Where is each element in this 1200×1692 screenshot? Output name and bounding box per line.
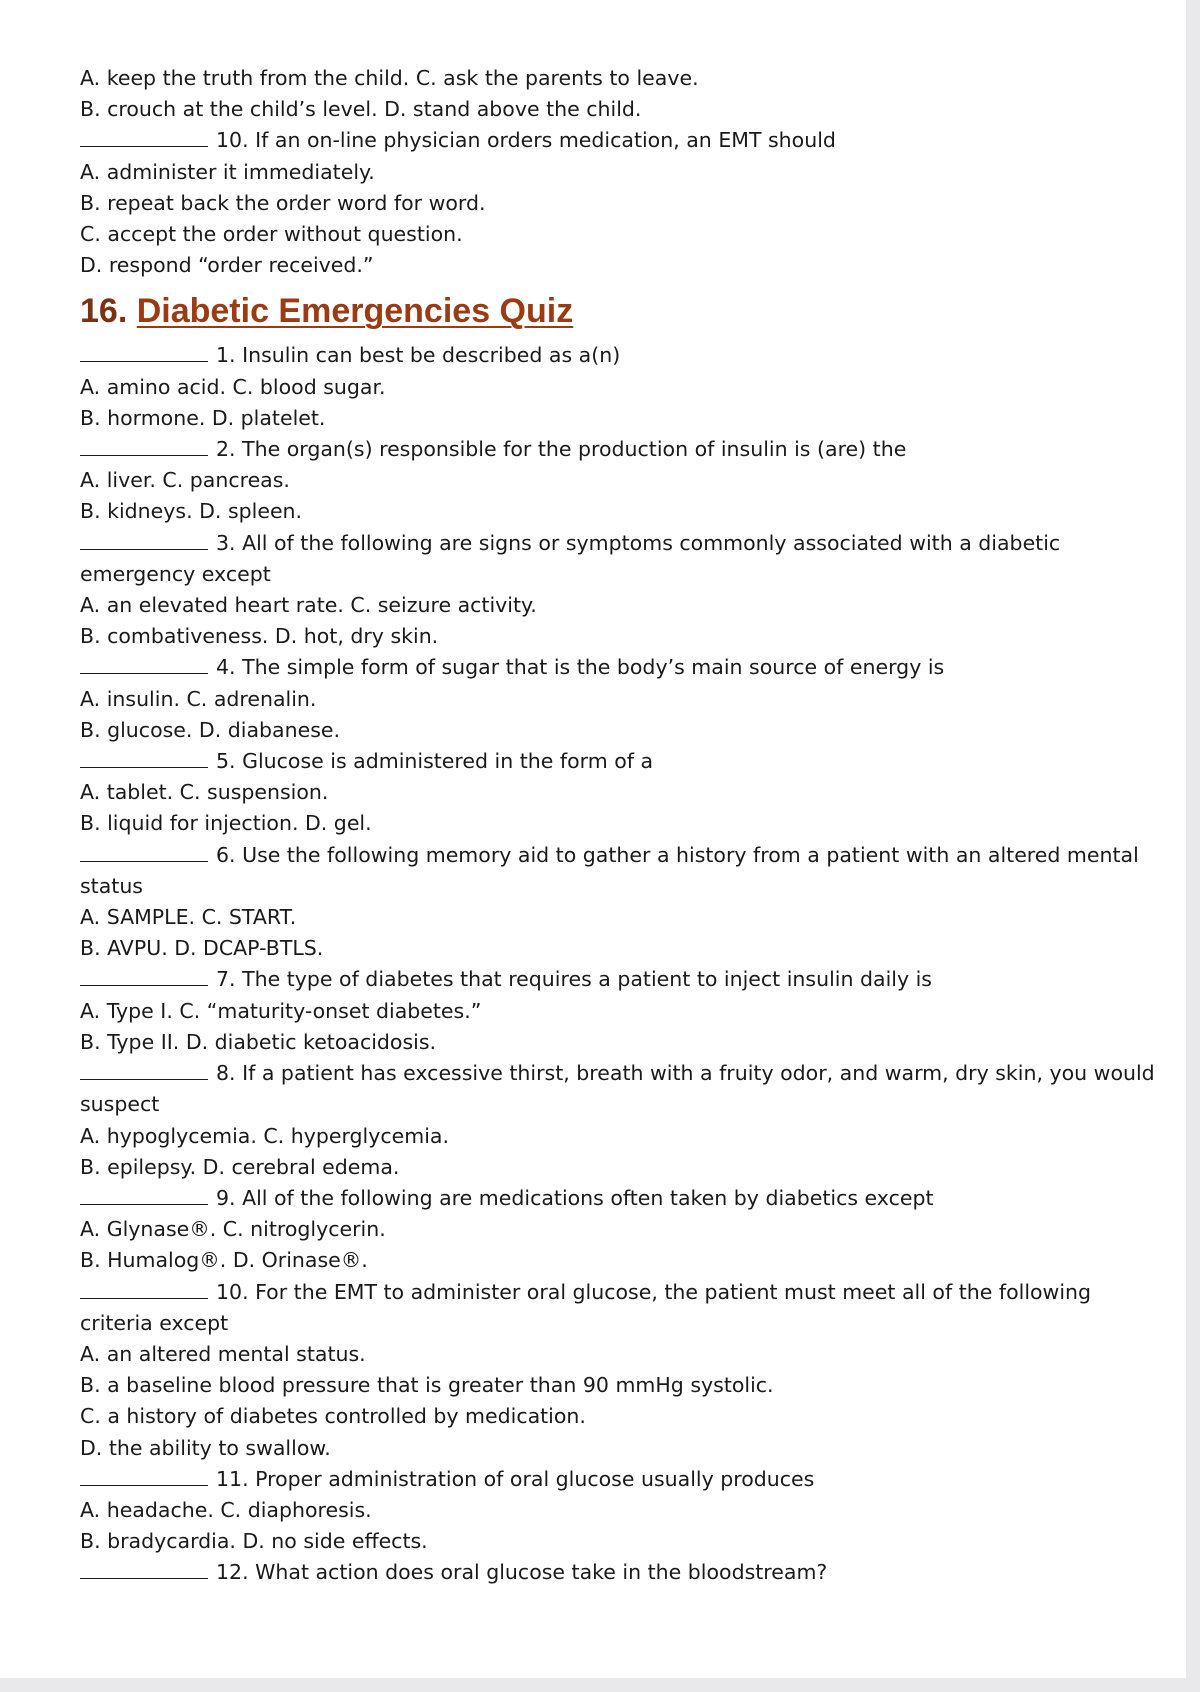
- option: B. Humalog®. D. Orinase®.: [80, 1248, 368, 1273]
- option: A. Glynase®. C. nitroglycerin.: [80, 1217, 386, 1242]
- answer-blank[interactable]: [80, 341, 208, 362]
- answer-blank[interactable]: [80, 529, 208, 550]
- option: B. combativeness. D. hot, dry skin.: [80, 624, 439, 649]
- answer-blank[interactable]: [80, 126, 208, 147]
- option: D. the ability to swallow.: [80, 1435, 331, 1460]
- question-4: [80, 652, 1160, 683]
- quiz-title: [80, 291, 573, 331]
- question-11: [80, 1464, 1160, 1495]
- option: A. hypoglycemia. C. hyperglycemia.: [80, 1123, 449, 1148]
- option: C. a history of diabetes controlled by medication.: [80, 1404, 586, 1429]
- answer-blank[interactable]: [80, 1278, 208, 1299]
- prev-question-10: [80, 125, 1160, 156]
- question-8: [80, 1058, 1160, 1120]
- question-text: 4. The simple form of sugar that is the body’s main source of energy is: [216, 655, 945, 680]
- question-text: 11. Proper administration of oral glucose usually produces: [216, 1466, 815, 1491]
- question-12: [80, 1557, 1160, 1588]
- answer-blank[interactable]: [80, 1558, 208, 1579]
- answer-blank[interactable]: [80, 1465, 208, 1486]
- option: B. bradycardia. D. no side effects.: [80, 1529, 428, 1554]
- question-text: 3. All of the following are signs or symptoms commonly associated with a diabetic emergency except: [80, 530, 1061, 586]
- question-text: 2. The organ(s) responsible for the production of insulin is (are) the: [216, 437, 907, 462]
- question-text: 10. For the EMT to administer oral glucose, the patient must meet all of the following criteria except: [80, 1279, 1092, 1335]
- option: B. a baseline blood pressure that is greater than 90 mmHg systolic.: [80, 1373, 774, 1398]
- question-text: 10. If an on-line physician orders medication, an EMT should: [216, 128, 836, 153]
- question-text: 7. The type of diabetes that requires a patient to inject insulin daily is: [216, 967, 932, 992]
- question-2: [80, 434, 1160, 465]
- answer-blank[interactable]: [80, 435, 208, 456]
- answer-blank[interactable]: [80, 841, 208, 862]
- option: B. Type II. D. diabetic ketoacidosis.: [80, 1029, 437, 1054]
- option: B. epilepsy. D. cerebral edema.: [80, 1154, 400, 1179]
- option: B. repeat back the order word for word.: [80, 190, 486, 215]
- option: A. insulin. C. adrenalin.: [80, 686, 317, 711]
- prev-option-line: B. crouch at the child’s level. D. stand above the child.: [80, 97, 642, 122]
- question-text: 8. If a patient has excessive thirst, breath with a fruity odor, and warm, dry skin, you would suspect: [80, 1061, 1155, 1117]
- question-text: 1. Insulin can best be described as a(n): [216, 343, 621, 368]
- option: A. headache. C. diaphoresis.: [80, 1497, 372, 1522]
- option: A. an elevated heart rate. C. seizure activity.: [80, 593, 537, 618]
- answer-blank[interactable]: [80, 653, 208, 674]
- answer-blank[interactable]: [80, 1184, 208, 1205]
- option: B. liquid for injection. D. gel.: [80, 811, 372, 836]
- option: A. administer it immediately.: [80, 159, 375, 184]
- question-10: [80, 1277, 1160, 1339]
- question-text: 9. All of the following are medications often taken by diabetics except: [216, 1185, 934, 1210]
- question-text: 5. Glucose is administered in the form of a: [216, 749, 654, 774]
- answer-blank[interactable]: [80, 1059, 208, 1080]
- question-1: [80, 340, 1160, 371]
- question-6: [80, 840, 1160, 902]
- answer-blank[interactable]: [80, 965, 208, 986]
- question-text: 6. Use the following memory aid to gather a history from a patient with an altered mental status: [80, 842, 1139, 898]
- option: B. AVPU. D. DCAP-BTLS.: [80, 936, 324, 961]
- option: A. tablet. C. suspension.: [80, 780, 329, 805]
- option: A. liver. C. pancreas.: [80, 468, 290, 493]
- question-9: [80, 1183, 1160, 1214]
- option: A. an altered mental status.: [80, 1341, 366, 1366]
- option: A. amino acid. C. blood sugar.: [80, 374, 386, 399]
- question-list: [80, 340, 1160, 1588]
- question-7: [80, 964, 1160, 995]
- option: A. SAMPLE. C. START.: [80, 905, 297, 930]
- document-content: [80, 63, 1160, 1589]
- option: B. hormone. D. platelet.: [80, 405, 326, 430]
- question-5: [80, 746, 1160, 777]
- option: D. respond “order received.”: [80, 253, 374, 278]
- quiz-number: 16.: [80, 292, 128, 331]
- quiz-title-text: Diabetic Emergencies Quiz: [136, 292, 574, 331]
- option: A. Type I. C. “maturity-onset diabetes.”: [80, 998, 482, 1023]
- question-3: [80, 528, 1160, 590]
- prev-option-line: A. keep the truth from the child. C. ask the parents to leave.: [80, 66, 699, 90]
- option: C. accept the order without question.: [80, 222, 463, 247]
- option: B. glucose. D. diabanese.: [80, 717, 341, 742]
- option: B. kidneys. D. spleen.: [80, 499, 303, 524]
- question-text: 12. What action does oral glucose take in the bloodstream?: [216, 1560, 828, 1585]
- answer-blank[interactable]: [80, 747, 208, 768]
